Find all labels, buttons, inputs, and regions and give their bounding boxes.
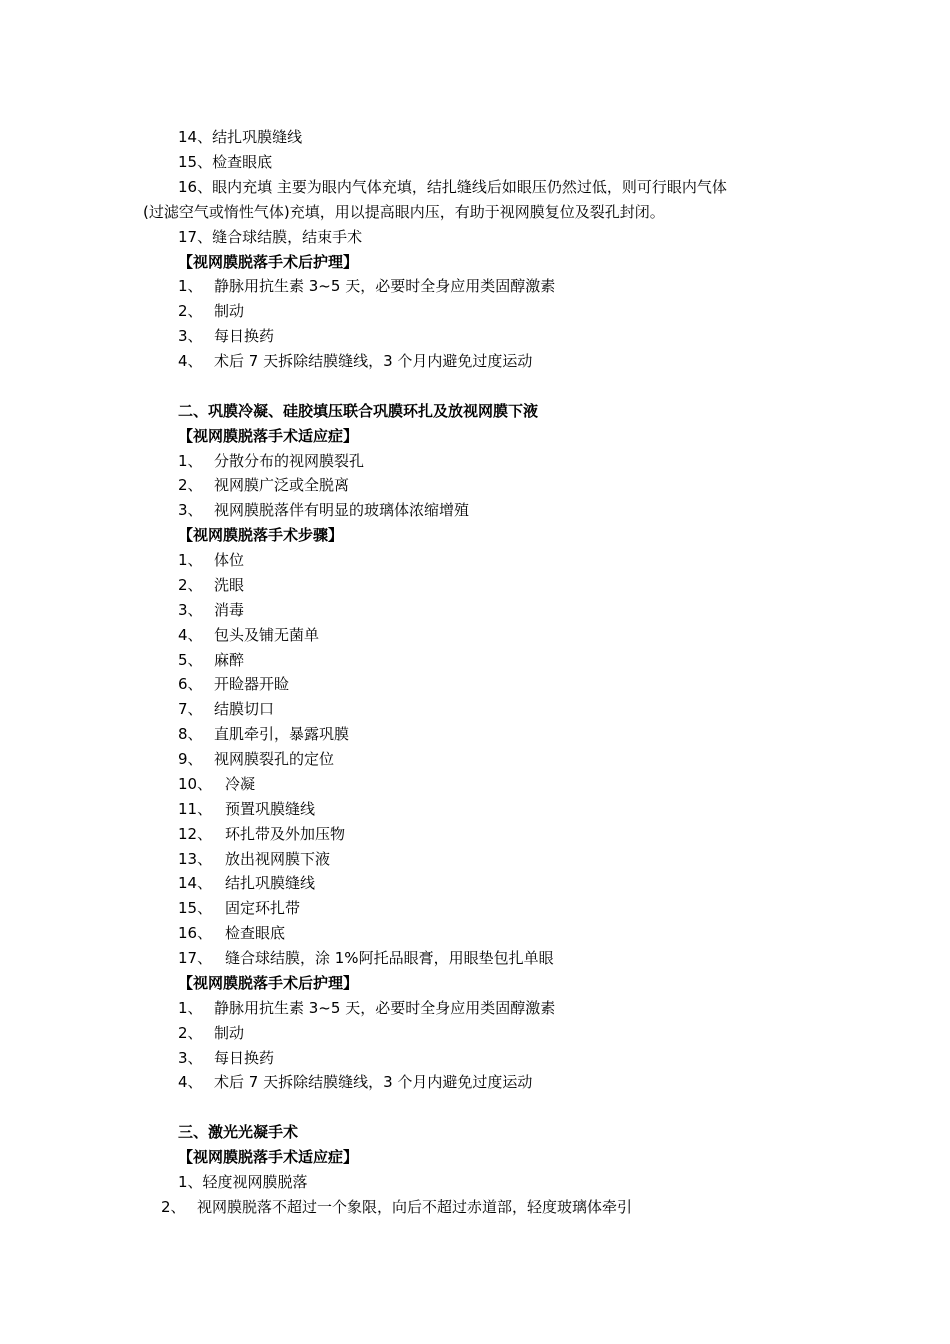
item-text: 缝合球结膜，涂 1%阿托品眼膏，用眼垫包扎单眼 xyxy=(225,949,554,967)
steps-heading: 【视网膜脱落手术步骤】 xyxy=(178,526,344,544)
item-number: 2、 xyxy=(178,476,203,494)
item-text: 静脉用抗生素 3~5 天，必要时全身应用类固醇激素 xyxy=(214,999,556,1017)
item-number: 2、 xyxy=(161,1198,186,1216)
list-item xyxy=(178,749,334,769)
item-number: 6、 xyxy=(178,675,203,693)
item-number: 7、 xyxy=(178,700,203,718)
list-item xyxy=(178,550,244,570)
list-item xyxy=(178,475,349,495)
item-text: 每日换药 xyxy=(214,327,275,345)
item-number: 1、 xyxy=(178,551,203,569)
list-item xyxy=(178,948,554,968)
list-item xyxy=(178,849,330,869)
item-number: 12、 xyxy=(178,825,213,843)
list-item xyxy=(178,301,244,321)
item-number: 3、 xyxy=(178,501,203,519)
indication-heading: 【视网膜脱落手术适应症】 xyxy=(178,427,359,445)
list-item xyxy=(178,351,532,371)
list-item xyxy=(178,898,300,918)
item-number: 4、 xyxy=(178,352,203,370)
indication-heading: 【视网膜脱落手术适应症】 xyxy=(178,1148,359,1166)
item-number: 9、 xyxy=(178,750,203,768)
item-number: 5、 xyxy=(178,651,203,669)
list-item xyxy=(178,873,315,893)
item-number: 3、 xyxy=(178,327,203,345)
item-number: 1、 xyxy=(178,452,203,470)
item-number: 1、 xyxy=(178,277,203,295)
list-item xyxy=(178,575,244,595)
item-text: 视网膜广泛或全脱离 xyxy=(214,476,350,494)
item-text: 开睑器开睑 xyxy=(214,675,290,693)
item-text: 冷凝 xyxy=(225,775,256,793)
list-item xyxy=(178,326,274,346)
item-number: 1、 xyxy=(178,999,203,1017)
step-line: 17、缝合球结膜，结束手术 xyxy=(178,228,363,246)
item-text: 麻醉 xyxy=(214,651,245,669)
item-text: 预置巩膜缝线 xyxy=(225,800,316,818)
item-text: 每日换药 xyxy=(214,1049,275,1067)
item-text: 视网膜裂孔的定位 xyxy=(214,750,335,768)
item-number: 16、 xyxy=(178,924,213,942)
item-text: 1、轻度视网膜脱落 xyxy=(178,1173,308,1191)
list-item xyxy=(178,500,469,520)
step-line-continuation: (过滤空气或惰性气体)充填，用以提高眼内压，有助于视网膜复位及裂孔封闭。 xyxy=(143,203,665,221)
item-text: 术后 7 天拆除结膜缝线，3 个月内避免过度运动 xyxy=(214,1073,533,1091)
item-number: 2、 xyxy=(178,576,203,594)
step-line: 16、眼内充填 主要为眼内气体充填，结扎缝线后如眼压仍然过低，则可行眼内气体 xyxy=(178,178,727,196)
item-number: 17、 xyxy=(178,949,213,967)
item-number: 2、 xyxy=(178,302,203,320)
item-text: 结膜切口 xyxy=(214,700,275,718)
item-number: 15、 xyxy=(178,899,213,917)
item-number: 14、 xyxy=(178,874,213,892)
item-text: 结扎巩膜缝线 xyxy=(225,874,316,892)
list-item xyxy=(178,1023,244,1043)
item-text: 包头及铺无菌单 xyxy=(214,626,320,644)
item-text: 体位 xyxy=(214,551,245,569)
item-text: 静脉用抗生素 3~5 天，必要时全身应用类固醇激素 xyxy=(214,277,556,295)
list-item xyxy=(178,674,289,694)
item-text: 制动 xyxy=(214,1024,245,1042)
list-item xyxy=(178,699,274,719)
item-number: 13、 xyxy=(178,850,213,868)
postop-heading: 【视网膜脱落手术后护理】 xyxy=(178,253,359,271)
step-line: 14、结扎巩膜缝线 xyxy=(178,128,303,146)
list-item xyxy=(178,625,319,645)
item-text: 放出视网膜下液 xyxy=(225,850,331,868)
item-text: 分散分布的视网膜裂孔 xyxy=(214,452,365,470)
item-number: 3、 xyxy=(178,601,203,619)
item-number: 11、 xyxy=(178,800,213,818)
list-item xyxy=(178,276,555,296)
item-number: 10、 xyxy=(178,775,213,793)
list-item xyxy=(178,1048,274,1068)
item-text: 视网膜脱落伴有明显的玻璃体浓缩增殖 xyxy=(214,501,470,519)
section-title: 三、激光光凝手术 xyxy=(178,1123,299,1141)
list-item xyxy=(178,1172,308,1192)
list-item xyxy=(178,824,345,844)
step-line: 15、检查眼底 xyxy=(178,153,273,171)
item-text: 制动 xyxy=(214,302,245,320)
list-item xyxy=(178,600,244,620)
section-title: 二、巩膜冷凝、硅胶填压联合巩膜环扎及放视网膜下液 xyxy=(178,402,539,420)
item-number: 4、 xyxy=(178,1073,203,1091)
item-number: 3、 xyxy=(178,1049,203,1067)
item-number: 8、 xyxy=(178,725,203,743)
list-item xyxy=(178,998,555,1018)
item-text: 环扎带及外加压物 xyxy=(225,825,346,843)
list-item xyxy=(178,451,364,471)
list-item xyxy=(178,799,315,819)
item-text: 术后 7 天拆除结膜缝线，3 个月内避免过度运动 xyxy=(214,352,533,370)
item-text: 固定环扎带 xyxy=(225,899,301,917)
list-item xyxy=(178,650,244,670)
item-number: 4、 xyxy=(178,626,203,644)
list-item xyxy=(178,724,349,744)
item-text: 消毒 xyxy=(214,601,245,619)
postop-heading: 【视网膜脱落手术后护理】 xyxy=(178,974,359,992)
list-item xyxy=(161,1197,632,1217)
item-text: 洗眼 xyxy=(214,576,245,594)
item-number: 2、 xyxy=(178,1024,203,1042)
list-item xyxy=(178,923,285,943)
item-text: 检查眼底 xyxy=(225,924,286,942)
list-item xyxy=(178,1072,532,1092)
item-text: 视网膜脱落不超过一个象限，向后不超过赤道部，轻度玻璃体牵引 xyxy=(197,1198,633,1216)
list-item xyxy=(178,774,255,794)
item-text: 直肌牵引，暴露巩膜 xyxy=(214,725,350,743)
